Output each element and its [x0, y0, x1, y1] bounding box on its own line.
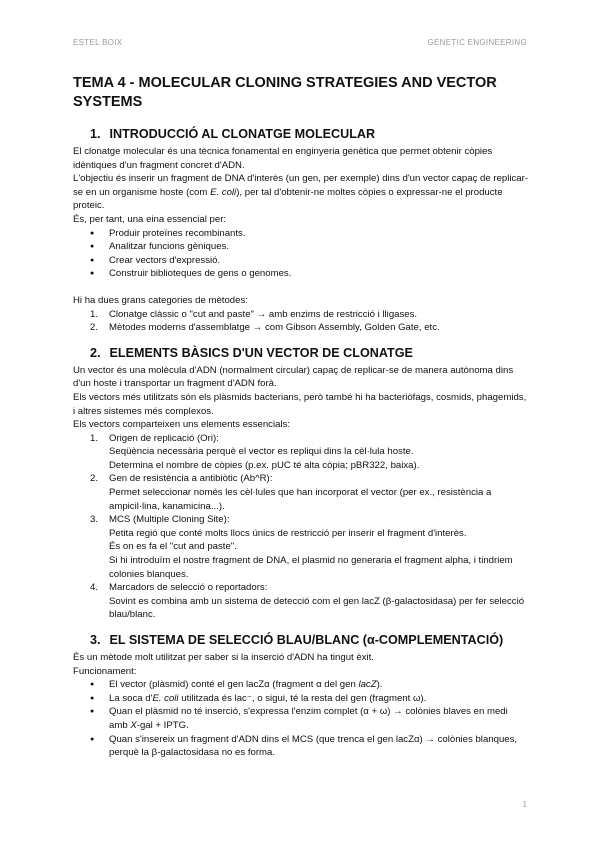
section-3-heading: 3. EL SISTEMA DE SELECCIÓ BLAU/BLANC (α-COMPLEMENTACIÓ) [90, 633, 504, 647]
s3-paragraph-1: És un mètode molt utilitzat per saber si la inserció d'ADN ha tingut èxit. [73, 652, 374, 663]
s1-methods-list [73, 308, 529, 335]
s1-bullet-list [73, 227, 529, 281]
document-title: TEMA 4 - MOLECULAR CLONING STRATEGIES AND VECTOR SYSTEMS [73, 75, 497, 110]
s3-bullet-list [73, 678, 529, 760]
list-item: ● Construir biblioteques de gens o genomes. [73, 267, 529, 281]
list-item: 2. Gen de resistència a antibiòtic (Ab^R): Permet seleccionar només les cèl·lules que han incorporat el vector (per ex., resistència a ampicil·lina, kanamicina...). [90, 473, 492, 512]
list-item: ● Crear vectors d'expressió. [73, 254, 529, 268]
list-item: ● La soca d'E. coli utilitzada és lac⁻, o sigui, té la resta del gen (fragment ω). [73, 692, 529, 706]
list-item: 1. Clonatge clàssic o "cut and paste" → amb enzims de restricció i lligases. [90, 308, 418, 320]
section-2-heading: 2. ELEMENTS BÀSICS D'UN VECTOR DE CLONATGE [90, 345, 413, 360]
list-item: 2. Mètodes moderns d'assemblatge → com Gibson Assembly, Golden Gate, etc. [90, 322, 440, 334]
list-item: ● Analitzar funcions gèniques. [73, 240, 529, 254]
list-item: 4. Marcadors de selecció o reportadors: Sovint es combina amb un sistema de detecció com el gen lacZ (β-galactosidasa) per fer selecció blau/blanc. [90, 582, 525, 621]
s1-paragraph-1: El clonatge molecular és una tècnica fonamental en enginyeria genètica que permet obtenir còpies idèntiques d'un fragment concret d'ADN. [73, 146, 493, 171]
s1-paragraph-3: És, per tant, una eina essencial per: [73, 213, 227, 225]
section-1-heading: 1. INTRODUCCIÓ AL CLONATGE MOLECULAR [90, 127, 376, 141]
list-item: ● Quan el plàsmid no té inserció, s'expressa l'enzim complet (α + ω) → colònies blaves en medi amb X-gal + IPTG. [73, 705, 529, 732]
list-item: 1. Origen de replicació (Ori): Seqüència necessària perquè el vector es repliqui dins la cèl·lula hoste. Determina el nombre de còpies (p.ex. pUC té alta còpia; pBR322, baixa). [90, 432, 420, 471]
s2-paragraph-2: Els vectors més utilitzats són els plàsmids bacterians, però també hi ha bacteriòfags, cosmids, phagemids, i altres sistemes més complexos. [73, 391, 527, 417]
s3-paragraph-2: Funcionament: [73, 665, 137, 677]
s2-elements-list [73, 432, 529, 622]
document-body [73, 120, 529, 760]
page-number: 1 [522, 800, 527, 809]
s2-paragraph-1: Un vector és una molècula d'ADN (normalment circular) capaç de replicar-se de manera autònoma dins d'un hoste i transportar un fragment d'ADN forà. [73, 364, 514, 390]
list-item: ● Produir proteïnes recombinants. [73, 227, 529, 241]
list-item: ● El vector (plàsmid) conté el gen lacZα (fragment α del gen lacZ). [73, 678, 529, 692]
s1-paragraph-4: Hi ha dues grans categories de mètodes: [73, 294, 248, 306]
header-author: ESTEL BOIX [73, 38, 123, 47]
s1-paragraph-2: L'objectiu és inserir un fragment de DNA d'interès (un gen, per exemple) dins d'un vector capaç de replicar-se en un organisme hoste (com E. coli), per tal d'obtenir-ne moltes còpies o expressar-ne el producte proteic. [73, 173, 529, 212]
list-item: ● Quan s'insereix un fragment d'ADN dins el MCS (que trenca el gen lacZα) → colònies blanques, perquè la β-galactosidasa no es forma. [73, 733, 529, 760]
header-subject: GENETIC ENGINEERING [427, 38, 527, 47]
list-item: 3. MCS (Multiple Cloning Site): Petita regió que conté molts llocs únics de restricció per inserir el fragment d'interès. És on es fa el "cut and paste". Si hi introduïm el nostre fragment de DNA, el plasmid no generaria el fragment alpha, i tindriem colonies blanques. [90, 514, 513, 580]
s2-paragraph-3: Els vectors comparteixen uns elements essencials: [73, 419, 291, 431]
